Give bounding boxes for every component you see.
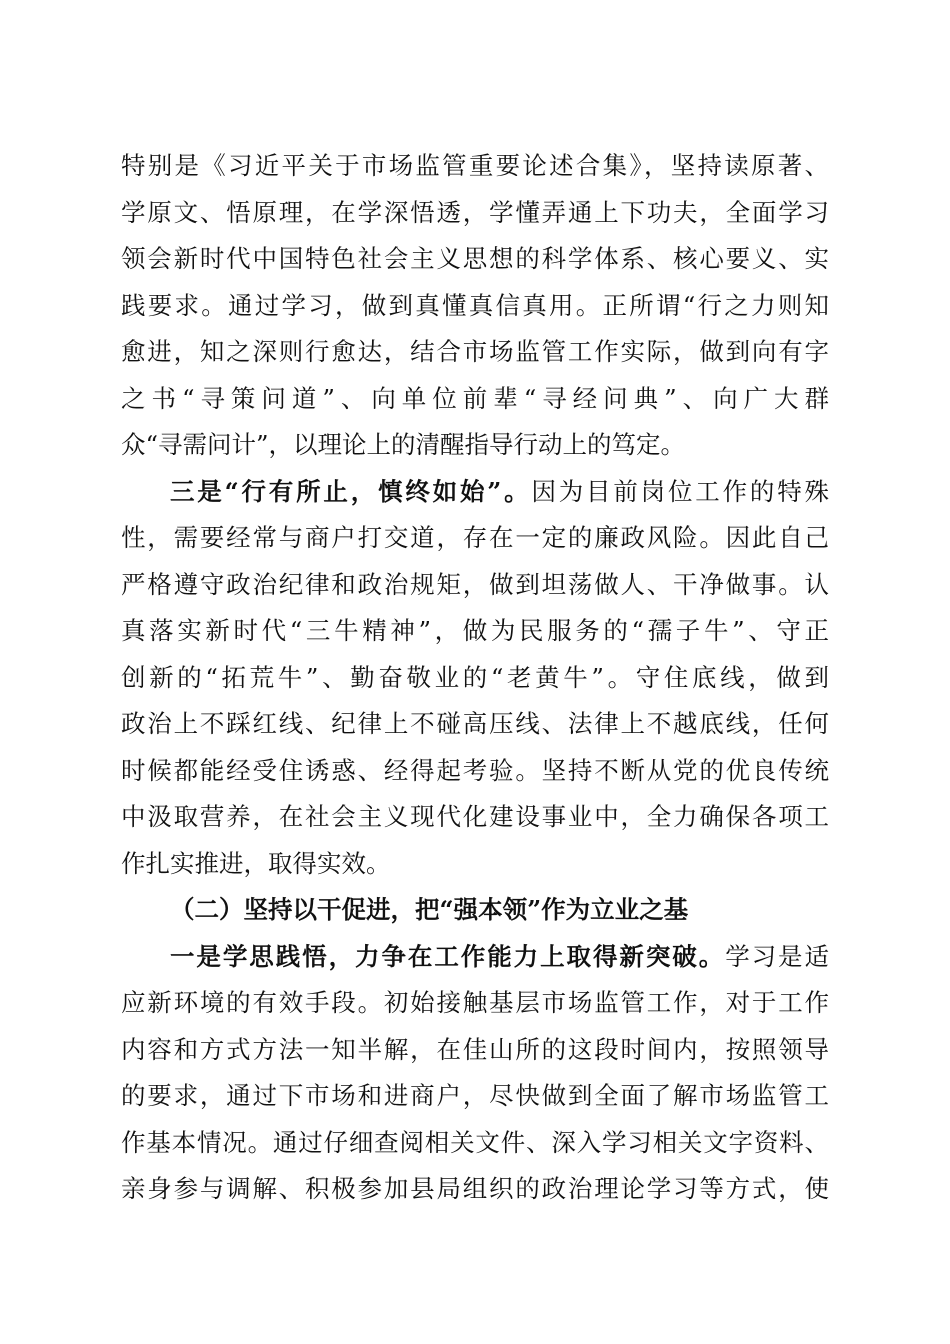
text-line: 践要求。通过学习，做到真懂真信真用。正所谓“行之力则知 [121, 290, 829, 320]
paragraph-integrity [121, 469, 829, 888]
text-line: 应新环境的有效手段。初始接触基层市场监管工作，对于工作 [121, 988, 829, 1017]
text-line: 作扎实推进，取得实效。 [121, 848, 391, 878]
text-line [121, 469, 829, 516]
text-line: 的要求，通过下市场和进商户，尽快做到全面了解市场监管工 [121, 1081, 829, 1110]
paragraph-lead: 一是学思践悟，力争在工作能力上取得新突破。 [170, 941, 726, 971]
text-line: 时候都能经受住诱惑、经得起考验。坚持不断从党的优良传统 [121, 755, 829, 785]
text-line: 真落实新时代“三牛精神”，做为民服务的“孺子牛”、守正 [121, 616, 829, 645]
paragraph-ability [121, 934, 829, 1213]
document-body [121, 143, 829, 1213]
text-line: 之书“寻策问道”、向单位前辈“寻经问典”、向广大群 [121, 383, 829, 413]
text-line: 严格遵守政治纪律和政治规矩，做到坦荡做人、干净做事。认 [121, 569, 829, 599]
text-line: 内容和方式方法一知半解，在佳山所的这段时间内，按照领导 [121, 1034, 829, 1064]
text-line: 创新的“拓荒牛”、勤奋敬业的“老黄牛”。守住底线，做到 [121, 662, 829, 692]
text-line: 性，需要经常与商户打交道，存在一定的廉政风险。因此自己 [121, 523, 829, 552]
text-line: 中汲取营养，在社会主义现代化建设事业中，全力确保各项工 [121, 802, 829, 831]
text-line: 特别是《习近平关于市场监管重要论述合集》，坚持读原著、 [121, 151, 829, 180]
text-line: 政治上不踩红线、纪律上不碰高压线、法律上不越底线，任何 [121, 709, 829, 738]
text-line [121, 934, 829, 981]
text-line: 亲身参与调解、积极参加县局组织的政治理论学习等方式，使 [121, 1174, 829, 1203]
text-fragment: 因为目前岗位工作的特殊 [531, 476, 829, 506]
text-line: 作基本情况。通过仔细查阅相关文件、深入学习相关文字资料、 [121, 1127, 829, 1157]
text-line: 愈进，知之深则行愈达，结合市场监管工作实际，做到向有字 [121, 337, 829, 366]
paragraph-study-theory [121, 143, 829, 469]
paragraph-lead: 三是“行有所止，慎终如始”。 [170, 476, 532, 506]
text-fragment: 学习是适 [725, 941, 829, 971]
text-line: 众“寻需问计”，以理论上的清醒指导行动上的笃定。 [121, 430, 686, 459]
section-heading: （二）坚持以干促进，把“强本领”作为立业之基 [170, 895, 689, 924]
text-line: 学原文、悟原理，在学深悟透，学懂弄通上下功夫，全面学习 [121, 197, 829, 227]
text-line: 领会新时代中国特色社会主义思想的科学体系、核心要义、实 [121, 244, 829, 273]
